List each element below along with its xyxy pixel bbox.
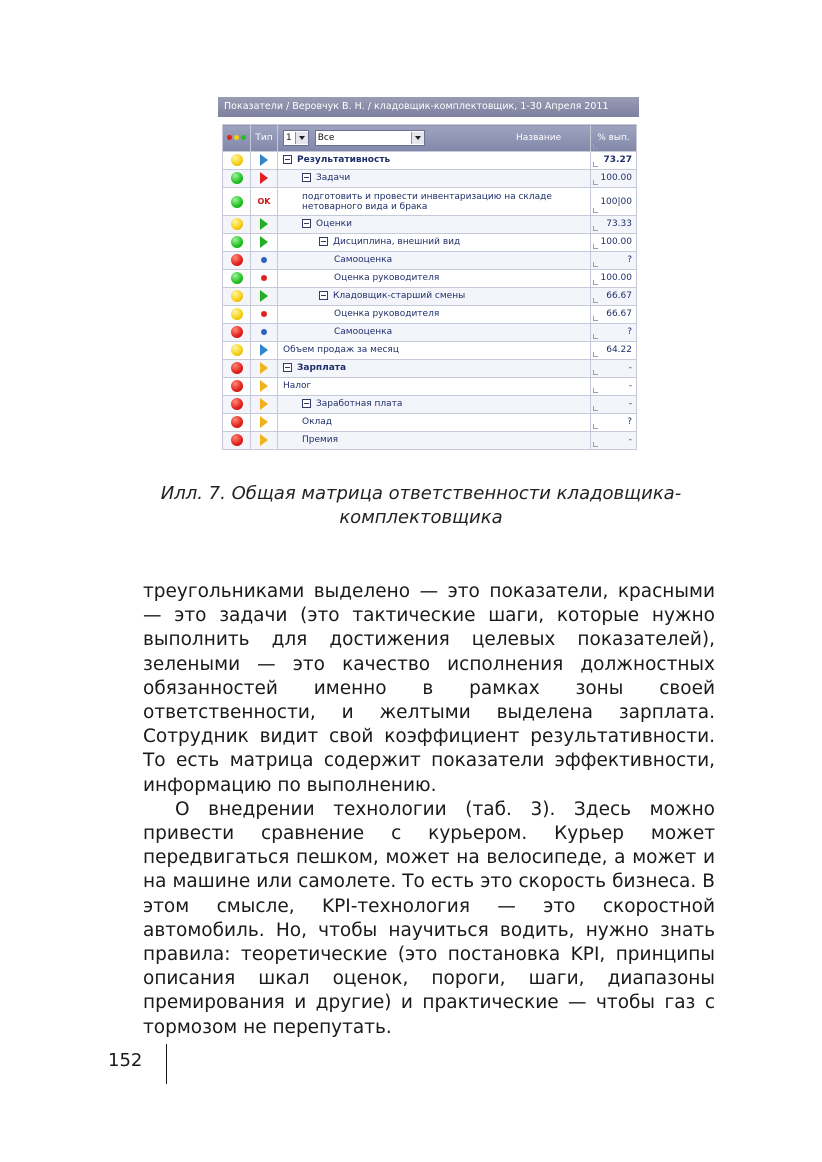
- table-row[interactable]: [223, 252, 637, 270]
- status-cell: [223, 396, 251, 414]
- collapse-icon[interactable]: [283, 363, 292, 372]
- pct-cell: ?: [591, 324, 637, 342]
- name-cell[interactable]: [278, 324, 591, 342]
- status-red-icon: [231, 416, 243, 428]
- pct-cell: 73.33: [591, 216, 637, 234]
- triangle-blue-icon: [260, 154, 268, 166]
- page-number: 152: [108, 1050, 143, 1071]
- collapse-icon[interactable]: [302, 219, 311, 228]
- type-cell: [251, 342, 278, 360]
- collapse-icon[interactable]: [319, 291, 328, 300]
- pct-cell: -: [591, 396, 637, 414]
- row-name-continued: нетоварного вида и брака: [302, 201, 428, 212]
- name-cell[interactable]: [278, 432, 591, 450]
- pct-cell: 100.00: [591, 270, 637, 288]
- chevron-down-icon[interactable]: [411, 132, 424, 144]
- name-cell[interactable]: [278, 188, 591, 216]
- table-row[interactable]: [223, 414, 637, 432]
- status-cell: [223, 234, 251, 252]
- page-divider: [166, 1044, 167, 1084]
- triangle-blue-icon: [260, 344, 268, 356]
- row-name: Оценки: [316, 219, 352, 229]
- row-name: Зарплата: [297, 363, 347, 373]
- row-name: Кладовщик-старший смены: [333, 291, 466, 301]
- pct-cell: -: [591, 378, 637, 396]
- table-header: [223, 125, 637, 152]
- row-name: Налог: [283, 381, 312, 391]
- row-name: Самооценка: [334, 327, 393, 337]
- triangle-green-icon: [260, 218, 268, 230]
- triangle-red-icon: [260, 172, 268, 184]
- name-cell[interactable]: [278, 170, 591, 188]
- triangle-yellow-icon: [260, 362, 268, 374]
- pct-cell: 73.27: [591, 152, 637, 170]
- type-cell: [251, 432, 278, 450]
- ok-badge: OK: [257, 196, 271, 206]
- type-cell: [251, 270, 278, 288]
- name-cell[interactable]: [278, 152, 591, 170]
- dot-blue-icon: [261, 329, 267, 335]
- status-column-header: [223, 125, 251, 152]
- status-green-icon: [231, 272, 243, 284]
- type-cell: [251, 188, 278, 216]
- row-name: Оценка руководителя: [334, 273, 440, 283]
- status-yellow-icon: [231, 290, 243, 302]
- type-cell: [251, 306, 278, 324]
- row-name: Самооценка: [334, 255, 393, 265]
- type-cell: [251, 396, 278, 414]
- status-green-icon: [231, 172, 243, 184]
- triangle-yellow-icon: [260, 416, 268, 428]
- table-body: [223, 152, 637, 450]
- name-cell[interactable]: [278, 216, 591, 234]
- type-cell: [251, 288, 278, 306]
- row-name: Заработная плата: [316, 399, 403, 409]
- table-row[interactable]: [223, 342, 637, 360]
- pct-cell: ?: [591, 414, 637, 432]
- table-row[interactable]: [223, 170, 637, 188]
- dot-red-icon: [261, 311, 267, 317]
- pct-cell: -: [591, 360, 637, 378]
- status-red-icon: [231, 380, 243, 392]
- collapse-icon[interactable]: [302, 173, 311, 182]
- paragraph-2: О внедрении технологии (таб. 3). Здесь можно привести сравнение с курьером. Курьер может передвигаться пешком, может на велосипеде, а может и на машине или самолете. То есть это скорость бизнеса. В этом смысле, KPI-технология — это скоростной автомобиль. Но, чтобы научиться водить, нужно знать правила: теоретические (это постановка KPI, принципы описания шкал оценок, пороги, шаги, диапазоны премирования и другие) и практические — чтобы газ с тормозом не перепутать.: [143, 798, 715, 1038]
- pct-column-header[interactable]: % вып.: [591, 125, 637, 152]
- table-row[interactable]: [223, 378, 637, 396]
- kpi-matrix-table: [222, 124, 637, 450]
- table-row[interactable]: [223, 432, 637, 450]
- table-row[interactable]: [223, 396, 637, 414]
- filter-select[interactable]: [315, 130, 425, 146]
- row-name: Дисциплина, внешний вид: [333, 237, 461, 247]
- collapse-icon[interactable]: [319, 237, 328, 246]
- type-cell: [251, 234, 278, 252]
- status-cell: [223, 324, 251, 342]
- dot-blue-icon: [261, 257, 267, 263]
- name-header-label: Название: [516, 133, 562, 143]
- table-row[interactable]: [223, 152, 637, 170]
- table-row[interactable]: [223, 188, 637, 216]
- type-cell: [251, 216, 278, 234]
- table-row[interactable]: [223, 306, 637, 324]
- row-name: Результативность: [297, 155, 391, 165]
- table-row[interactable]: [223, 216, 637, 234]
- status-cell: [223, 216, 251, 234]
- row-name: Задачи: [316, 173, 351, 183]
- type-cell: [251, 152, 278, 170]
- status-cell: [223, 306, 251, 324]
- pct-cell: 100.00: [591, 234, 637, 252]
- filter-select-value: Все: [317, 132, 335, 143]
- status-red-icon: [231, 434, 243, 446]
- row-name: подготовить и провести инвентаризацию на складе: [302, 191, 552, 202]
- row-name: Оценка руководителя: [334, 309, 440, 319]
- triangle-yellow-icon: [260, 434, 268, 446]
- status-red-icon: [231, 398, 243, 410]
- pct-cell: 100.00: [591, 170, 637, 188]
- status-cell: [223, 414, 251, 432]
- type-cell: [251, 252, 278, 270]
- triangle-green-icon: [260, 290, 268, 302]
- pct-cell: -: [591, 432, 637, 450]
- name-cell[interactable]: [278, 234, 591, 252]
- status-cell: [223, 152, 251, 170]
- name-column-header: [278, 125, 591, 152]
- status-cell: [223, 378, 251, 396]
- row-name: Оклад: [302, 417, 333, 427]
- status-cell: [223, 342, 251, 360]
- type-cell: [251, 414, 278, 432]
- collapse-icon[interactable]: [283, 155, 292, 164]
- type-cell: [251, 324, 278, 342]
- triangle-yellow-icon: [260, 398, 268, 410]
- row-name: Премия: [302, 435, 339, 445]
- caption-line-2: комплектовщика: [339, 507, 503, 528]
- pct-cell: 64.22: [591, 342, 637, 360]
- triangle-yellow-icon: [260, 380, 268, 392]
- status-cell: [223, 432, 251, 450]
- figure-caption: [140, 482, 702, 530]
- name-cell[interactable]: [278, 288, 591, 306]
- chevron-down-icon[interactable]: [295, 132, 308, 144]
- status-cell: [223, 188, 251, 216]
- status-cell: [223, 360, 251, 378]
- name-cell[interactable]: [278, 270, 591, 288]
- status-cell: [223, 170, 251, 188]
- name-cell[interactable]: [278, 252, 591, 270]
- table-row[interactable]: [223, 360, 637, 378]
- type-cell: [251, 378, 278, 396]
- row-name: Объем продаж за месяц: [283, 345, 399, 355]
- table-row[interactable]: [223, 270, 637, 288]
- status-green-icon: [231, 196, 243, 208]
- status-yellow-icon: [231, 344, 243, 356]
- window-title: Показатели / Веровчук В. Н. / кладовщик-комплектовщик, 1-30 Апреля 2011: [218, 97, 639, 117]
- dot-red-icon: [261, 275, 267, 281]
- table-row[interactable]: [223, 234, 637, 252]
- status-cell: [223, 288, 251, 306]
- level-select[interactable]: [283, 130, 309, 146]
- type-cell: [251, 170, 278, 188]
- collapse-icon[interactable]: [302, 399, 311, 408]
- status-cell: [223, 252, 251, 270]
- level-select-value: 1: [286, 132, 292, 143]
- table-row[interactable]: [223, 288, 637, 306]
- status-red-icon: [231, 326, 243, 338]
- status-yellow-icon: [231, 308, 243, 320]
- status-green-icon: [231, 236, 243, 248]
- status-cell: [223, 270, 251, 288]
- table-row[interactable]: [223, 324, 637, 342]
- triangle-green-icon: [260, 236, 268, 248]
- status-red-icon: [231, 362, 243, 374]
- paragraph-1: треугольниками выделено — это показатели, красными — это задачи (это тактические шаги, которые нужно выполнить для достижения целевых показателей), зелеными — это качество исполнения должностных обязанностей именно в рамках зоны своей ответственности, и желтыми выделена зарплата. Сотрудник видит свой коэффициент результативности. То есть матрица содержит показатели эффективности, информацию по выполнению.: [143, 581, 715, 796]
- pct-cell: 66.67: [591, 288, 637, 306]
- name-cell[interactable]: [278, 396, 591, 414]
- status-red-icon: [231, 254, 243, 266]
- caption-line-1: Илл. 7. Общая матрица ответственности кладовщика-: [160, 483, 682, 504]
- status-yellow-icon: [231, 154, 243, 166]
- name-cell[interactable]: [278, 360, 591, 378]
- name-cell[interactable]: [278, 342, 591, 360]
- status-yellow-icon: [231, 218, 243, 230]
- name-cell[interactable]: [278, 306, 591, 324]
- body-text: [143, 580, 715, 1040]
- kpi-matrix-screenshot: [218, 97, 639, 458]
- name-cell[interactable]: [278, 378, 591, 396]
- type-column-header[interactable]: Тип: [251, 125, 278, 152]
- type-cell: [251, 360, 278, 378]
- pct-cell: 66.67: [591, 306, 637, 324]
- traffic-light-icon: [227, 135, 246, 140]
- pct-cell: ?: [591, 252, 637, 270]
- name-cell[interactable]: [278, 414, 591, 432]
- pct-cell: 100|00: [591, 188, 637, 216]
